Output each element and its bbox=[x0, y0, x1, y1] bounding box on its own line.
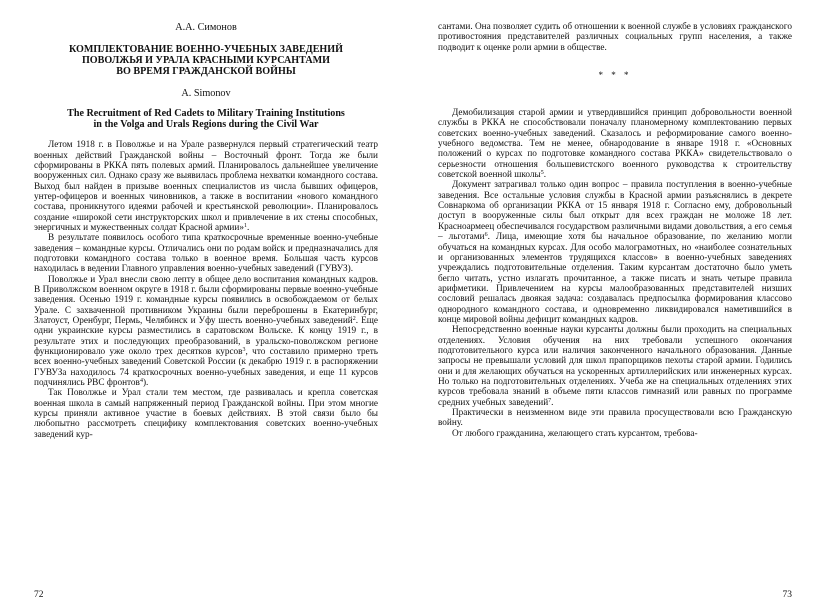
paragraph: Демобилизация старой армии и утвердившийся принцип добровольности военной службы в РККА не способствовали поначалу планомерному комплектованию первых советских военно-учебных заведений. Сказалось и реформирование самого военно-учебного ведомства. Тем не менее, обнародование в январе 1918 г. «Основных положений о курсах по подготовке командного состава РККА» свидетельствовало о серьезности отношения большевистского военного руководства к строительству советской военной школы$^5$. bbox=[438, 108, 792, 181]
paragraph: Летом 1918 г. в Поволжье и на Урале развернулся первый стратегический театр военных действий Гражданской войны – Восточный фронт. Тогда же были сформированы в РККА пять полевых армий. Планировалось дальнейшее увеличение вооруженных сил. Однако сразу же выявилась проблема нехватки командного состава. Выход был найден в призыве военных специалистов из числа бывших офицеров, унтер-офицеров и военных чиновников, а также в воспитании «нового командного состава, проникнутого идеями рабочей и крестьянской революции». Планировалось создание «широкой сети инструкторских школ и привлечение в их стены способных, энергичных и мужественных солдат Красной армии»$^1$. bbox=[34, 140, 378, 233]
paragraph: Непосредственно военные науки курсанты должны были проходить на специальных отделениях. Условия обучения на них требовали успешного окончания подготовительного курса или наличия законченного начального образования. Данные запросы не превышали условий для школ прапорщиков пехоты старой армии. Годились они и для желающих обучаться на ускоренных артиллерийских или инженерных курсах. Но только на подготовительных отделениях. Учеба же на специальных отделениях этих курсов требовала знаний в объеме пяти классов гимназий или равных по программе средних учебных заведений$^7$. bbox=[438, 325, 792, 408]
title-en bbox=[34, 108, 378, 131]
paragraph: В результате появилось особого типа краткосрочные временные военно-учебные заведения – командные курсы. Отличались они по родам войск и предназначались для подготовки командного состава только в военное время. Большая часть курсов находилась в ведении Главного управления военно-учебных заведений (ГУВУЗ). bbox=[34, 233, 378, 275]
footnote-ref: 5 bbox=[540, 170, 544, 177]
footnote-ref: 3 bbox=[242, 347, 246, 354]
author-ru: А.А. Симонов bbox=[175, 22, 237, 33]
paragraph: сантами. Она позволяет судить об отношении к военной службе в условиях гражданского противостояния представителей различных социальных групп населения, а также подводит к оценке роли армии в обществе. bbox=[438, 22, 792, 53]
paragraph: Так Поволжье и Урал стали тем местом, где развивалась и крепла советская военная школа в самый напряженный период Гражданской войны. При этом многие курсы приняли активное участие в боевых действиях. В этой связи было бы любопытно рассмотреть специфику комплектования советских военно-учебных заведений кур- bbox=[34, 388, 378, 440]
title-ru-line: ВО ВРЕМЯ ГРАЖДАНСКОЙ ВОЙНЫ bbox=[116, 66, 296, 78]
footnote-ref: 1 bbox=[243, 222, 247, 229]
paragraph: От любого гражданина, желающего стать курсантом, требова- bbox=[452, 428, 698, 439]
right-page bbox=[410, 0, 820, 609]
title-ru bbox=[34, 44, 378, 78]
footnote-ref: 7 bbox=[548, 397, 552, 404]
footnote-ref: 4 bbox=[139, 378, 143, 385]
paragraph: Документ затрагивал только один вопрос – правила поступления в военно-учебные заведения. Все остальные условия службы в Красной армии разъяснялись в декрете Совнаркома об организации РККА от 15 января 1918 г. Согласно ему, добровольный доступ в вооруженные силы был открыт для всех граждан не моложе 18 лет. Красноармеец обеспечивался государством различными видами довольствия, а его семья – льготами$^6$. Лица, имеющие хотя бы начальное образование, по желанию могли обучаться на командных курсах. Для особо малограмотных, но «наиболее сознательных и организованных элементов трудящихся классов» в военно-учебных заведениях учреждались подготовительные отделения. Таким курсантам достаточно было уметь бегло читать, устно излагать прочитанное, а также писать и знать четыре правила арифметики. Привлечением на курсы малообразованных представителей низших сословий решалась двоякая задача: создавалась предпосылка формирования классово однородного командного состава, и одновременно ликвидировался наметившийся в конце мировой войны дефицит командных кадров. bbox=[438, 180, 792, 325]
right-body-text-top bbox=[438, 22, 792, 53]
page-number-right: 73 bbox=[782, 590, 792, 600]
paragraph: Практически в неизменном виде эти правила просуществовали всю Гражданскую войну. bbox=[438, 408, 792, 429]
page-number-left: 72 bbox=[34, 590, 44, 600]
title-en-line: in the Volga and Urals Regions during the Civil War bbox=[93, 118, 319, 130]
title-ru-line: ПОВОЛЖЬЯ И УРАЛА КРАСНЫМИ КУРСАНТАМИ bbox=[81, 55, 331, 67]
footnote-ref: 6 bbox=[484, 232, 488, 239]
right-body-text bbox=[438, 108, 792, 439]
author-en: A. Simonov bbox=[181, 87, 231, 99]
left-body-text bbox=[34, 140, 378, 440]
title-ru-line: КОМПЛЕКТОВАНИЕ ВОЕННО-УЧЕБНЫХ ЗАВЕДЕНИЙ bbox=[68, 44, 343, 55]
footnote-ref: 2 bbox=[352, 316, 356, 323]
paragraph: Поволжье и Урал внесли свою лепту в общее дело воспитания командных кадров. В Приволжском военном округе в 1918 г. были сформированы первые военно-учебные заведения. Осенью 1919 г. командные курсы появились в освобождаемом от белых Урале. С захваченной противником Украины были переброшены в Екатеринбург, Златоуст, Оренбург, Пермь, Челябинск и Уфу шесть военно-учебных заведений$^2$. Еще одни украинские курсы разместились в саратовском Вольске. К концу 1919 г., в результате этих и последующих преобразований, в уральско-поволжском регионе функционировало уже около трех десятков курсов$^3$, что составило примерно треть всех военно-учебных заведений Советской России (к декабрю 1919 г. в распоряжении ГУВУЗа находилось 74 краткосрочных военно-учебных заведения, и еще 11 курсов подчинялись РВС фронтов$^4$). bbox=[34, 274, 378, 389]
title-en-line: The Recruitment of Red Cadets to Military Training Institutions bbox=[67, 107, 345, 119]
section-divider: * * * bbox=[598, 70, 632, 81]
